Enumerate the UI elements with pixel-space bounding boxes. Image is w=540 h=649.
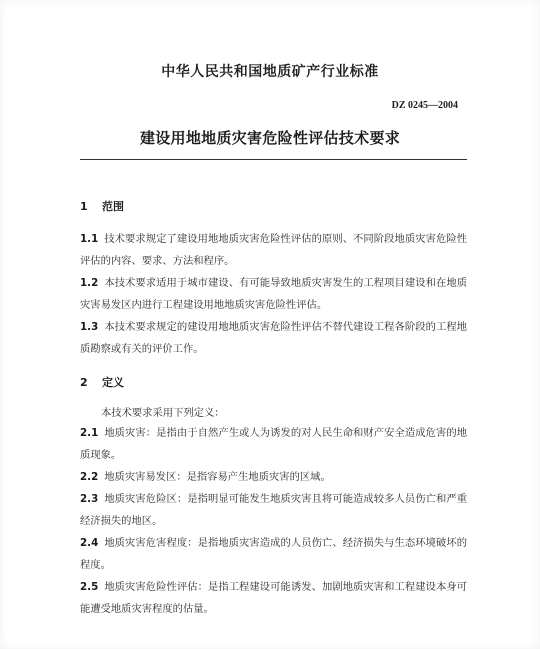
section-title: 定义 bbox=[102, 376, 124, 389]
clause-text: 本技术要求适用于城市建设、有可能导致地质灾害发生的工程项目建设和在地质灾害易发区内进行工程建设用地地质灾害危险性评估。 bbox=[80, 277, 467, 311]
clause-text: 地质灾害：是指由于自然产生或人为诱发的对人民生命和财产安全造成危害的地质现象。 bbox=[80, 427, 467, 461]
section-title: 范围 bbox=[102, 200, 124, 213]
section-number: 2 bbox=[80, 376, 88, 389]
clause-number: 2.2 bbox=[80, 471, 99, 483]
clause-number: 2.4 bbox=[80, 537, 99, 549]
clause-text: 本技术要求规定的建设用地地质灾害危险性评估不替代建设工程各阶段的工程地质勘察或有关的评价工作。 bbox=[80, 321, 467, 355]
clause-text: 地质灾害危害程度：是指地质灾害造成的人员伤亡、经济损失与生态环境破坏的程度。 bbox=[80, 537, 467, 571]
section-heading-scope bbox=[80, 198, 124, 214]
clause-1-1 bbox=[80, 228, 467, 272]
clause-text: 地质灾害危险区：是指明显可能发生地质灾害且将可能造成较多人员伤亡和严重经济损失的地区。 bbox=[80, 493, 467, 527]
clause-1-3 bbox=[80, 316, 467, 360]
clause-1-2 bbox=[80, 272, 467, 316]
clause-number: 1.1 bbox=[80, 233, 99, 245]
clause-text: 技术要求规定了建设用地地质灾害危险性评估的原则、不同阶段地质灾害危险性评估的内容、要求、方法和程序。 bbox=[80, 233, 467, 267]
definitions-intro: 本技术要求采用下列定义： bbox=[101, 407, 225, 419]
clause-number: 2.1 bbox=[80, 427, 99, 439]
standard-category: 中华人民共和国地质矿产行业标准 bbox=[161, 64, 379, 80]
clause-number: 1.3 bbox=[80, 321, 99, 333]
clause-2-1 bbox=[80, 422, 467, 466]
clause-text: 地质灾害危险性评估：是指工程建设可能诱发、加剧地质灾害和工程建设本身可能遭受地质灾害程度的估量。 bbox=[80, 581, 467, 615]
document-title: 建设用地地质灾害危险性评估技术要求 bbox=[139, 129, 401, 147]
clause-text: 地质灾害易发区：是指容易产生地质灾害的区域。 bbox=[104, 471, 331, 483]
clause-number: 2.3 bbox=[80, 493, 99, 505]
clause-number: 1.2 bbox=[80, 277, 99, 289]
clause-2-4 bbox=[80, 532, 467, 576]
title-divider bbox=[80, 159, 467, 160]
clause-2-2 bbox=[80, 466, 467, 488]
clause-2-3 bbox=[80, 488, 467, 532]
section-number: 1 bbox=[80, 200, 88, 213]
standard-code: DZ 0245—2004 bbox=[391, 100, 458, 111]
clause-2-5 bbox=[80, 576, 467, 620]
section-heading-definitions bbox=[80, 374, 124, 390]
clause-number: 2.5 bbox=[80, 581, 99, 593]
